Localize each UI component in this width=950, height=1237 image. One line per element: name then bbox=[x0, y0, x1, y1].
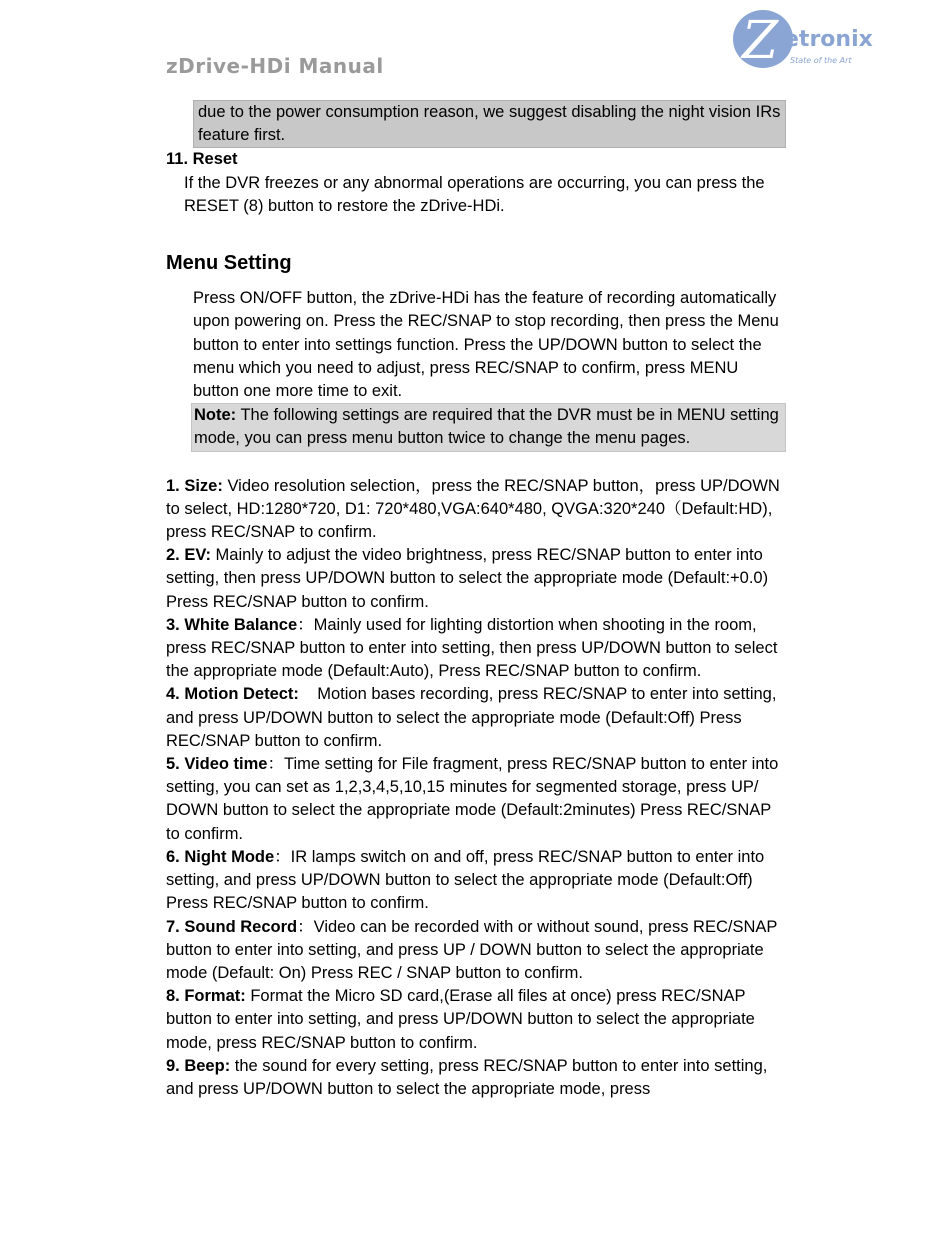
page-header-title: zDrive-HDi Manual bbox=[166, 54, 384, 78]
list-item-white-balance bbox=[166, 614, 786, 684]
list-item-size bbox=[166, 475, 786, 545]
item-text: the sound for every setting, press REC/SNAP button to enter into setting, and press UP/DOWN button to select the appropriate mode, press bbox=[166, 1056, 768, 1098]
item-label: 6. Night Mode bbox=[166, 847, 275, 866]
list-item-format bbox=[166, 985, 786, 1055]
item-text: ：IR lamps switch on and off, press REC/SNAP button to enter into setting, and press UP/DOWN button to select the appropriate mode (Default:Off) Press REC/SNAP button to confirm. bbox=[166, 847, 765, 913]
power-note: due to the power consumption reason, we suggest disabling the night vision IRs feature first. bbox=[193, 100, 786, 148]
menu-items-list bbox=[166, 475, 786, 1101]
menu-note bbox=[191, 403, 786, 451]
item-label: 9. Beep: bbox=[166, 1056, 231, 1075]
item-label: 8. Format: bbox=[166, 987, 246, 1006]
manual-content bbox=[166, 100, 786, 1101]
item-text: Motion bases recording, press REC/SNAP to enter into setting, and press UP/DOWN button to select the appropriate mode (Default:Off) Press REC/SNAP button to confirm. bbox=[166, 685, 782, 750]
item-text: ：Time setting for File fragment, press REC/SNAP button to enter into setting, you can set as 1,2,3,4,5,10,15 minutes for segmented storage, press UP/ DOWN button to select the appropriate mode (Default:2minutes) Press REC/SNAP to confirm. bbox=[166, 755, 779, 843]
item-label: 3. White Balance bbox=[166, 615, 298, 634]
item-label: 4. Motion Detect: bbox=[166, 685, 299, 704]
list-item-video-time bbox=[166, 753, 786, 846]
item-label: 7. Sound Record bbox=[166, 917, 298, 936]
menu-intro: Press ON/OFF button, the zDrive-HDi has the feature of recording automatically upon powering on. Press the REC/SNAP to stop recording, then press the Menu button to enter into settings function. Press the UP/DOWN button to select the menu which you need to adjust, press REC/SNAP to confirm, press MENU button one more time to exit. bbox=[193, 289, 779, 401]
item-label: 5. Video time bbox=[166, 755, 268, 774]
note-label: Note: bbox=[194, 406, 237, 425]
item-text: Video resolution selection，press the REC/SNAP button，press UP/DOWN to select, HD:1280*720, D1: 720*480,VGA:640*480, QVGA:320*240（Default:HD), press REC/SNAP to confirm. bbox=[166, 476, 780, 542]
item-label: 1. Size: bbox=[166, 476, 223, 495]
list-item-night-mode bbox=[166, 846, 786, 916]
item-text: Format the Micro SD card,(Erase all files at once) press REC/SNAP button to enter into setting, and press UP/DOWN button to select the appropriate mode, press REC/SNAP button to confirm. bbox=[166, 987, 755, 1052]
list-item-ev bbox=[166, 544, 786, 614]
note-text: The following settings are required that the DVR must be in MENU setting mode, you can press menu button twice to change the menu pages. bbox=[194, 406, 779, 448]
item-text: Mainly to adjust the video brightness, press REC/SNAP button to enter into setting, then press UP/DOWN button to select the appropriate mode (Default:+0.0) Press REC/SNAP button to confirm. bbox=[166, 546, 769, 611]
menu-setting-heading: Menu Setting bbox=[166, 252, 292, 275]
item-text: ：Video can be recorded with or without sound, press REC/SNAP button to enter into setting, and press UP / DOWN button to select the appropriate mode (Default: On) Press REC / SNAP button to confirm. bbox=[166, 917, 778, 982]
list-item-beep bbox=[166, 1055, 786, 1101]
zetronix-logo bbox=[728, 6, 878, 72]
svg-text:Z: Z bbox=[742, 11, 779, 71]
list-item-sound-record bbox=[166, 916, 786, 986]
reset-body: If the DVR freezes or any abnormal operations are occurring, you can press the RESET (8) button to restore the zDrive-HDi. bbox=[184, 173, 765, 215]
item-text: ：Mainly used for lighting distortion when shooting in the room, press REC/SNAP button to enter into setting, then press UP/DOWN button to select the appropriate mode (Default:Auto), Press REC/SNAP button to confirm. bbox=[166, 615, 778, 681]
reset-heading: 11. Reset bbox=[166, 150, 238, 169]
list-item-motion-detect bbox=[166, 683, 786, 753]
svg-text:etronix: etronix bbox=[784, 27, 873, 52]
item-label: 2. EV: bbox=[166, 546, 211, 565]
svg-text:State of the Art: State of the Art bbox=[790, 56, 852, 65]
